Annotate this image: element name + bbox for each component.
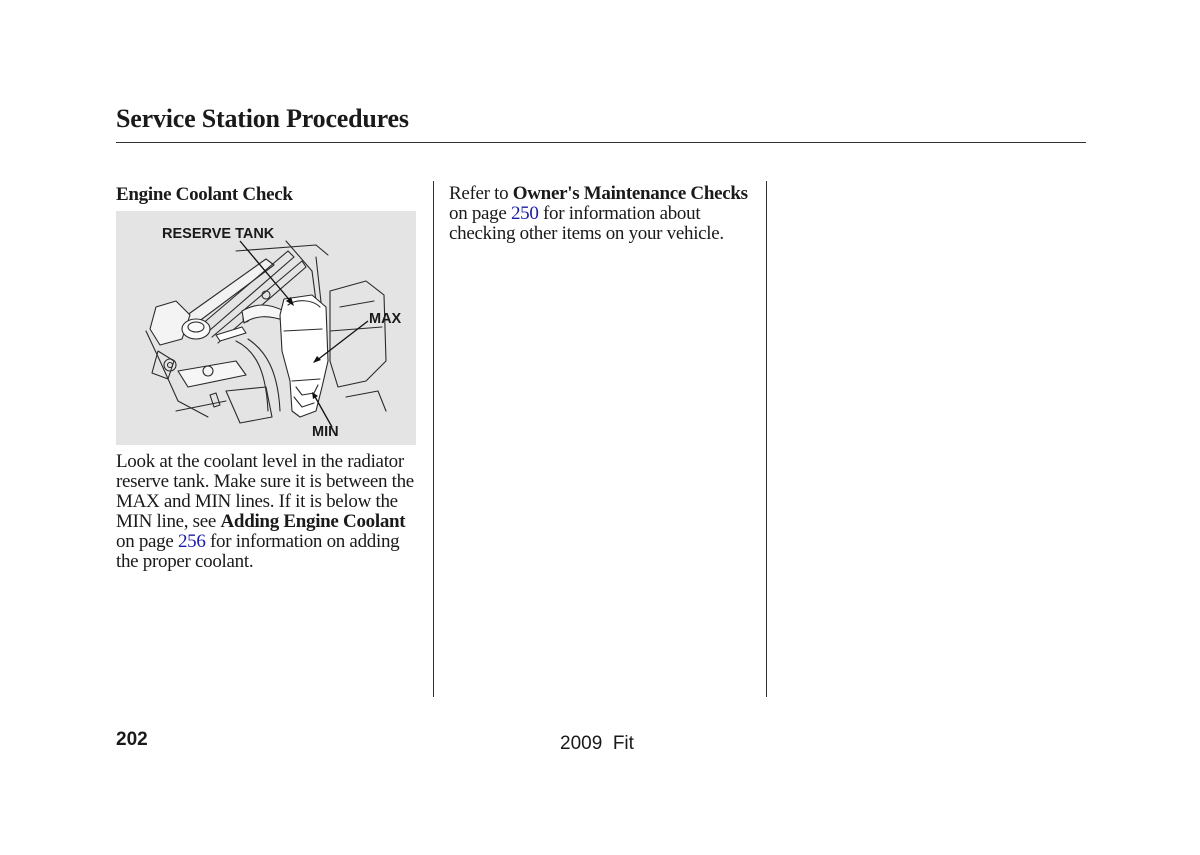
section-heading-engine-coolant-check: Engine Coolant Check bbox=[116, 184, 293, 205]
maintenance-checks-paragraph bbox=[449, 184, 749, 244]
page-link-256[interactable]: 256 bbox=[177, 531, 206, 552]
page-link-250[interactable]: 250 bbox=[510, 203, 539, 224]
engine-bay-drawing bbox=[116, 211, 416, 445]
column-divider-right bbox=[766, 181, 767, 697]
paragraph-text: for information about checking other items on your vehicle. bbox=[449, 203, 724, 244]
paragraph-text: on page bbox=[116, 531, 178, 552]
figure-label-max: MAX bbox=[369, 311, 402, 327]
figure-label-min: MIN bbox=[312, 424, 339, 440]
coolant-check-paragraph bbox=[116, 452, 418, 572]
page-title: Service Station Procedures bbox=[116, 104, 409, 133]
reference-adding-engine-coolant: Adding Engine Coolant bbox=[220, 511, 406, 532]
page-number: 202 bbox=[116, 729, 148, 750]
paragraph-text: Refer to bbox=[449, 183, 513, 204]
coolant-reserve-tank-illustration bbox=[116, 211, 416, 445]
figure-label-reserve-tank: RESERVE TANK bbox=[162, 226, 275, 242]
column-divider-left bbox=[433, 181, 434, 697]
paragraph-text: on page bbox=[449, 203, 511, 224]
paragraph-text: for information on adding the proper coolant. bbox=[116, 531, 400, 572]
title-rule bbox=[116, 142, 1086, 143]
paragraph-text: Look at the coolant level in the radiator reserve tank. Make sure it is between the MAX and MIN lines. If it is below the MIN line, see bbox=[116, 451, 414, 532]
footer-model-year: 2009 Fit bbox=[560, 733, 634, 754]
reference-owners-maintenance-checks: Owner's Maintenance Checks bbox=[512, 183, 748, 204]
